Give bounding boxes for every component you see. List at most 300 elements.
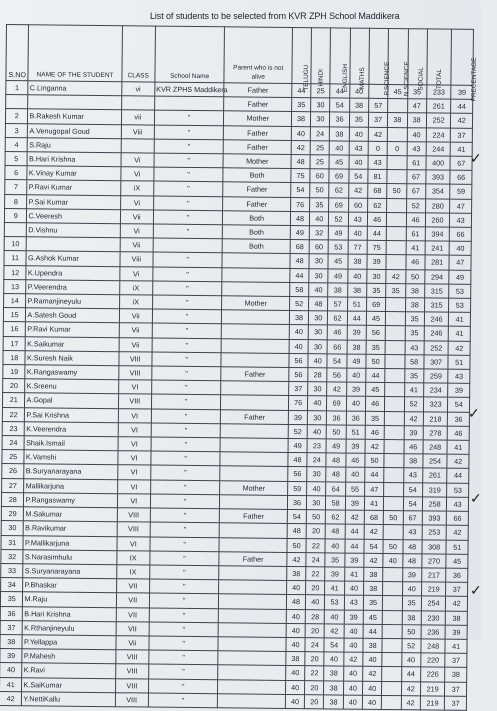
row-mark-pscience: 57 — [369, 99, 388, 113]
row-mark-nscience — [387, 212, 406, 226]
row-school: " — [149, 593, 219, 608]
row-mark-maths: 60 — [348, 198, 367, 212]
row-mark-hindi: 40 — [309, 283, 328, 297]
row-class: Vi — [120, 195, 153, 210]
row-sno: 38 — [0, 634, 23, 648]
row-mark-nscience — [387, 198, 406, 212]
row-mark-total: 217 — [421, 568, 446, 582]
row-school: " — [149, 608, 219, 623]
row-mark-total: 270 — [422, 554, 447, 568]
row-mark-pscience: 47 — [365, 482, 384, 496]
row-mark-english: 44 — [330, 84, 349, 98]
row-mark-maths: 43 — [348, 212, 367, 226]
row-sno: 10 — [4, 237, 27, 251]
row-mark-telugu: 38 — [289, 311, 308, 325]
row-school: " — [154, 181, 224, 196]
row-mark-telugu: 42 — [291, 140, 310, 154]
row-mark-social: 61 — [407, 156, 426, 170]
row-mark-percentage: 37 — [451, 128, 473, 142]
row-sno: 37 — [0, 620, 23, 634]
row-sno: 40 — [0, 663, 22, 677]
row-school: " — [149, 664, 219, 679]
row-mark-percentage: 46 — [448, 426, 470, 440]
row-mark-hindi: 20 — [305, 623, 324, 637]
row-mark-social: 43 — [403, 525, 422, 539]
row-parent — [218, 651, 286, 666]
row-mark-telugu: 49 — [288, 439, 307, 453]
row-school: " — [154, 139, 224, 154]
row-mark-telugu: 40 — [291, 126, 310, 140]
row-student-name: P.Ramanjineyulu — [26, 294, 119, 309]
row-student-name: A.Satesh Goud — [26, 308, 119, 323]
row-student-name: P.Mahesh — [22, 649, 115, 664]
row-mark-percentage: 44 — [451, 99, 473, 113]
row-student-name: P.Yellappa — [22, 635, 115, 650]
row-mark-nscience — [383, 610, 402, 624]
row-mark-hindi: 20 — [306, 581, 325, 595]
row-mark-english: 69 — [329, 169, 348, 183]
row-mark-pscience: 45 — [366, 312, 385, 326]
row-mark-pscience: 44 — [365, 468, 384, 482]
row-school — [154, 96, 224, 111]
row-student-name: P.Veerendra — [26, 280, 119, 295]
row-mark-maths: 39 — [344, 610, 363, 624]
row-mark-percentage: 42 — [447, 525, 469, 539]
row-mark-telugu: 40 — [289, 325, 308, 339]
row-mark-social: 38 — [405, 284, 424, 298]
row-mark-english: 35 — [325, 553, 344, 567]
row-parent — [220, 495, 288, 510]
row-mark-percentage: 39 — [448, 383, 470, 397]
row-sno: 18 — [3, 350, 26, 364]
row-mark-total: 315 — [424, 298, 449, 312]
row-class: Vi — [120, 224, 153, 239]
row-mark-nscience: 50 — [384, 511, 403, 525]
row-mark-percentage: 39 — [451, 85, 473, 99]
row-student-name: P.Ravi Kumar — [26, 322, 119, 337]
row-mark-telugu: 54 — [291, 183, 310, 197]
row-mark-english: 38 — [324, 666, 343, 680]
row-parent: Father — [224, 83, 292, 98]
row-mark-english: 62 — [328, 311, 347, 325]
row-school: " — [149, 636, 219, 651]
table-header-row — [6, 25, 474, 86]
row-mark-hindi: 28 — [308, 368, 327, 382]
row-mark-total: 281 — [425, 255, 450, 269]
row-mark-total: 226 — [420, 667, 445, 681]
row-student-name: Y.NettiKallu — [22, 691, 115, 706]
row-mark-pscience: 46 — [365, 425, 384, 439]
row-school: " — [152, 324, 222, 339]
row-mark-social: 46 — [406, 213, 425, 227]
row-parent: Mother — [224, 111, 292, 126]
row-sno: 32 — [1, 549, 24, 563]
row-mark-telugu: 40 — [286, 637, 305, 651]
row-sno: 1 — [6, 81, 29, 95]
row-mark-percentage: 45 — [446, 554, 468, 568]
row-mark-hindi: 20 — [305, 694, 324, 708]
row-sno: 42 — [0, 691, 22, 705]
row-mark-telugu: 38 — [287, 566, 306, 580]
row-mark-social: 35 — [404, 369, 423, 383]
row-mark-maths: 38 — [348, 255, 367, 269]
row-student-name: B.Hari Krishna — [27, 152, 120, 167]
row-mark-telugu: 40 — [285, 680, 304, 694]
row-sno: 35 — [0, 592, 23, 606]
row-student-name: K.Sreenu — [25, 379, 118, 394]
row-student-name — [28, 95, 121, 110]
row-sno: 25 — [2, 450, 25, 464]
row-mark-pscience: 38 — [363, 638, 382, 652]
row-mark-social: 48 — [402, 553, 421, 567]
tick-mark-icon: ✓ — [470, 582, 482, 598]
row-sno: 20 — [3, 379, 26, 393]
row-mark-total: 254 — [421, 596, 446, 610]
row-mark-pscience: 46 — [367, 212, 386, 226]
row-parent: Father — [224, 140, 292, 155]
row-mark-english: 40 — [330, 141, 349, 155]
row-mark-english: 69 — [327, 396, 346, 410]
row-parent — [220, 523, 288, 538]
row-parent: Mother — [220, 480, 288, 495]
row-class — [121, 96, 154, 111]
row-parent — [218, 679, 286, 694]
row-student-name: K.Vamshi — [24, 450, 117, 465]
row-mark-social: 50 — [405, 269, 424, 283]
row-school: " — [151, 451, 221, 466]
row-school: " — [154, 167, 224, 182]
tick-mark-icon: ✓ — [468, 405, 480, 421]
row-sno: 27 — [2, 478, 25, 492]
row-mark-maths: 40 — [346, 397, 365, 411]
row-mark-hindi: 30 — [308, 410, 327, 424]
row-parent — [219, 580, 287, 595]
row-class: Viii — [121, 124, 154, 139]
row-mark-english: 36 — [327, 411, 346, 425]
row-school — [153, 238, 223, 253]
row-student-name: K.Upendra — [26, 265, 119, 280]
row-class: vii — [121, 110, 154, 125]
row-mark-maths: 43 — [344, 595, 363, 609]
row-class: VIII — [115, 678, 148, 693]
row-mark-percentage: 42 — [447, 454, 469, 468]
row-class: IX — [116, 565, 149, 580]
row-class: Vii — [119, 337, 152, 352]
header-english: ENGLISH — [330, 28, 350, 84]
row-mark-maths: 40 — [344, 624, 363, 638]
row-mark-nscience — [384, 440, 403, 454]
row-mark-hindi: 35 — [310, 197, 329, 211]
row-student-name: C.Linganna — [28, 81, 121, 96]
row-mark-english: 49 — [326, 439, 345, 453]
row-mark-percentage: 42 — [448, 341, 470, 355]
row-school: " — [151, 380, 221, 395]
row-mark-pscience: 50 — [365, 454, 384, 468]
row-mark-total: 220 — [421, 653, 446, 667]
row-mark-percentage: 41 — [449, 327, 471, 341]
row-mark-social: 44 — [401, 667, 420, 681]
row-mark-maths: 55 — [345, 482, 364, 496]
row-mark-telugu: 36 — [287, 495, 306, 509]
row-parent — [221, 395, 289, 410]
row-mark-nscience: 42 — [386, 269, 405, 283]
row-parent: Father — [219, 551, 287, 566]
row-mark-telugu: 76 — [288, 396, 307, 410]
row-mark-social: 52 — [406, 198, 425, 212]
row-mark-social: 42 — [401, 695, 420, 709]
row-student-name: M.Sakumar — [24, 507, 117, 522]
row-mark-maths: 40 — [343, 695, 362, 709]
row-mark-telugu: 68 — [290, 240, 309, 254]
row-mark-hindi: 48 — [309, 297, 328, 311]
row-mark-percentage: 53 — [447, 483, 469, 497]
row-mark-nscience: 50 — [383, 539, 402, 553]
row-mark-hindi: 40 — [308, 396, 327, 410]
row-mark-english: 48 — [326, 467, 345, 481]
row-parent — [220, 466, 288, 481]
row-sno: 29 — [1, 507, 24, 521]
row-parent: Father — [223, 182, 291, 197]
row-class: vi — [121, 82, 154, 97]
row-school: " — [148, 693, 218, 708]
row-mark-total: 259 — [424, 369, 449, 383]
row-mark-social: 50 — [402, 624, 421, 638]
row-student-name: P.Ravi Kumar — [27, 180, 120, 195]
row-class: Vii — [119, 309, 152, 324]
row-mark-pscience: 35 — [365, 411, 384, 425]
row-mark-social: 67 — [406, 170, 425, 184]
row-mark-social: 46 — [405, 255, 424, 269]
row-sno: 14 — [4, 294, 27, 308]
row-mark-nscience — [385, 383, 404, 397]
row-school: " — [152, 366, 222, 381]
row-class: Vi — [121, 153, 154, 168]
row-mark-social: 46 — [404, 440, 423, 454]
row-mark-total: 248 — [423, 440, 448, 454]
row-student-name: B.Hari Krishna — [23, 606, 116, 621]
row-mark-social: 47 — [407, 99, 426, 113]
row-mark-percentage: 37 — [445, 682, 467, 696]
row-school: " — [154, 153, 224, 168]
row-mark-maths: 39 — [347, 326, 366, 340]
row-mark-total: 248 — [421, 639, 446, 653]
row-mark-percentage: 37 — [446, 582, 468, 596]
row-mark-maths: 44 — [345, 539, 364, 553]
row-parent — [222, 324, 290, 339]
row-mark-percentage: 47 — [449, 256, 471, 270]
row-mark-nscience — [384, 454, 403, 468]
row-school: " — [150, 522, 220, 537]
row-mark-maths: 38 — [347, 283, 366, 297]
row-mark-total: 400 — [426, 156, 451, 170]
row-mark-nscience — [385, 340, 404, 354]
row-mark-telugu: 38 — [286, 652, 305, 666]
row-parent — [222, 310, 290, 325]
row-mark-english: 49 — [329, 226, 348, 240]
row-class: VIII — [118, 366, 151, 381]
row-mark-pscience: 44 — [366, 368, 385, 382]
row-mark-english: 52 — [329, 212, 348, 226]
row-sno: 28 — [1, 492, 24, 506]
row-mark-hindi: 30 — [309, 311, 328, 325]
row-mark-social: 52 — [401, 639, 420, 653]
row-mark-pscience: 56 — [366, 326, 385, 340]
row-mark-maths: 54 — [349, 169, 368, 183]
row-mark-total: 219 — [420, 696, 445, 710]
row-mark-total: 246 — [424, 326, 449, 340]
row-mark-telugu: 37 — [289, 382, 308, 396]
row-mark-nscience — [386, 241, 405, 255]
row-class: VIII — [115, 650, 148, 665]
row-mark-total: 307 — [424, 355, 449, 369]
row-parent: Father — [224, 125, 292, 140]
row-mark-nscience: 35 — [386, 283, 405, 297]
row-student-name: K.Ravi — [22, 663, 115, 678]
row-mark-percentage: 59 — [450, 185, 472, 199]
row-sno — [6, 95, 29, 109]
row-sno: 11 — [4, 251, 27, 265]
row-mark-social: 61 — [406, 227, 425, 241]
row-mark-total: 236 — [421, 625, 446, 639]
row-sno: 2 — [5, 109, 28, 123]
header-hindi: HINDI — [311, 28, 331, 84]
row-school: " — [154, 110, 224, 125]
row-mark-total: 394 — [425, 227, 450, 241]
header-percentage: PRECENTAGE — [451, 29, 473, 85]
row-mark-pscience: 35 — [367, 283, 386, 297]
row-parent — [218, 693, 286, 708]
row-mark-total: 260 — [425, 213, 450, 227]
row-mark-english: 58 — [326, 496, 345, 510]
row-mark-nscience — [384, 425, 403, 439]
row-mark-hindi: 30 — [307, 496, 326, 510]
row-school: " — [149, 622, 219, 637]
row-mark-english: 49 — [328, 269, 347, 283]
row-mark-english: 40 — [325, 538, 344, 552]
row-mark-pscience: 30 — [367, 269, 386, 283]
row-mark-social: 39 — [402, 568, 421, 582]
row-sno: 12 — [4, 265, 27, 279]
row-mark-percentage: 37 — [445, 653, 467, 667]
row-mark-total: 315 — [424, 284, 449, 298]
row-mark-telugu: 44 — [290, 268, 309, 282]
row-mark-hindi: 20 — [305, 680, 324, 694]
row-mark-english: 62 — [329, 183, 348, 197]
row-class: VIII — [117, 508, 150, 523]
row-class: VI — [117, 465, 150, 480]
row-mark-hindi: 40 — [308, 354, 327, 368]
row-mark-nscience — [382, 624, 401, 638]
row-class: iX — [119, 281, 152, 296]
row-mark-total: 234 — [423, 383, 448, 397]
header-maths: MATHS — [350, 28, 370, 84]
row-mark-telugu: 39 — [288, 410, 307, 424]
row-mark-nscience — [383, 525, 402, 539]
row-class: VIII — [117, 522, 150, 537]
row-mark-social: 40 — [407, 127, 426, 141]
row-mark-total: 393 — [422, 511, 447, 525]
row-mark-english: 54 — [327, 354, 346, 368]
row-mark-telugu: 59 — [288, 481, 307, 495]
row-mark-telugu: 40 — [286, 666, 305, 680]
row-mark-percentage: 47 — [450, 199, 472, 213]
row-class: Viii — [120, 252, 153, 267]
row-mark-total: 241 — [425, 241, 450, 255]
row-mark-total: 253 — [422, 525, 447, 539]
row-school: KVR ZPHS Maddikera — [155, 82, 225, 97]
row-mark-percentage: 40 — [450, 241, 472, 255]
row-mark-english: 39 — [325, 567, 344, 581]
row-mark-maths: 43 — [349, 141, 368, 155]
row-parent — [219, 622, 287, 637]
row-mark-english: 40 — [325, 609, 344, 623]
row-sno: 26 — [2, 464, 25, 478]
row-mark-hindi: 30 — [308, 382, 327, 396]
row-mark-percentage: 41 — [447, 440, 469, 454]
row-student-name: P.Mallikarjuna — [23, 535, 116, 550]
row-class: VI — [118, 380, 151, 395]
row-mark-social: 54 — [403, 482, 422, 496]
row-mark-social: 42 — [404, 411, 423, 425]
row-parent: Mother — [222, 296, 290, 311]
row-mark-maths: 40 — [349, 127, 368, 141]
row-mark-percentage: 54 — [448, 398, 470, 412]
row-class: VIII — [119, 352, 152, 367]
row-mark-english: 42 — [327, 382, 346, 396]
row-mark-pscience: 42 — [365, 439, 384, 453]
row-mark-hindi: 20 — [305, 652, 324, 666]
row-class: VII — [116, 593, 149, 608]
row-student-name: Mallikarjuna — [24, 478, 117, 493]
row-mark-social: 41 — [406, 241, 425, 255]
row-mark-pscience: 62 — [368, 198, 387, 212]
row-mark-nscience — [387, 156, 406, 170]
row-mark-total: 294 — [425, 270, 450, 284]
row-mark-social: 41 — [404, 383, 423, 397]
row-mark-total: 252 — [424, 341, 449, 355]
row-mark-hindi: 30 — [307, 467, 326, 481]
row-sno: 6 — [5, 166, 28, 180]
row-mark-telugu: 38 — [291, 112, 310, 126]
row-mark-hindi: 28 — [305, 609, 324, 623]
table-body — [0, 81, 473, 711]
row-mark-maths: 51 — [346, 425, 365, 439]
row-parent — [219, 594, 287, 609]
row-mark-pscience: 40 — [363, 652, 382, 666]
row-student-name: K.Rangaswamy — [25, 365, 118, 380]
row-mark-total: 224 — [426, 128, 451, 142]
row-school: " — [150, 494, 220, 509]
row-class: VI — [118, 408, 151, 423]
row-mark-telugu: 48 — [287, 524, 306, 538]
row-mark-hindi: 24 — [306, 552, 325, 566]
row-class: VI — [117, 479, 150, 494]
row-student-name: B.Ravikumar — [24, 521, 117, 536]
row-student-name: D.Vishnu — [27, 223, 120, 238]
row-mark-telugu: 56 — [289, 353, 308, 367]
row-mark-telugu: 48 — [288, 453, 307, 467]
row-mark-maths: 38 — [349, 98, 368, 112]
row-mark-telugu: 40 — [286, 609, 305, 623]
row-mark-percentage: 42 — [446, 596, 468, 610]
row-mark-telugu: 40 — [289, 339, 308, 353]
row-mark-maths: 40 — [347, 368, 366, 382]
row-mark-hindi: 60 — [310, 169, 329, 183]
row-student-name: K.Veerendra — [25, 422, 118, 437]
row-school: " — [153, 267, 223, 282]
row-mark-maths: 38 — [347, 340, 366, 354]
row-mark-pscience: 46 — [365, 397, 384, 411]
